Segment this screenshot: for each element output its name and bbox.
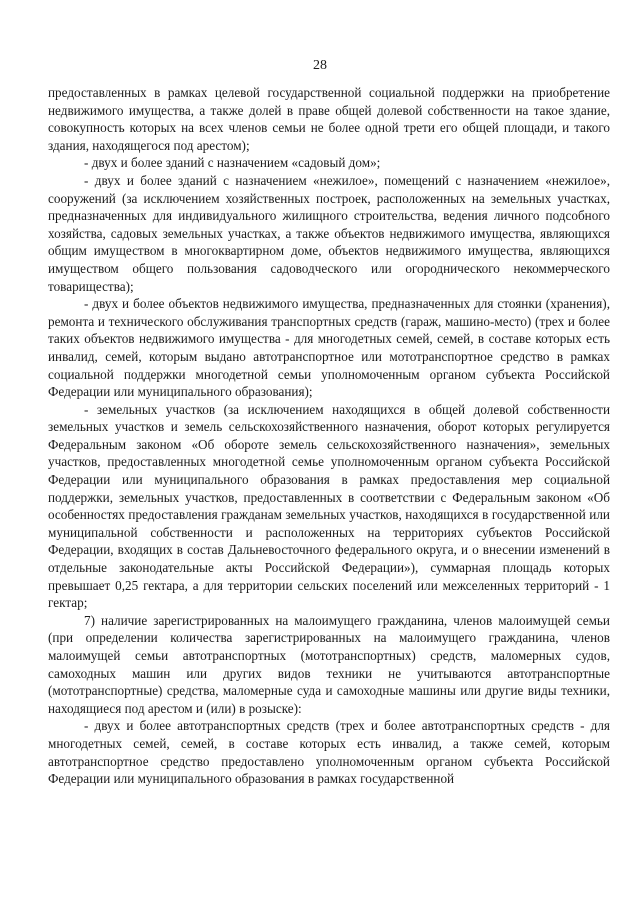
document-body xyxy=(48,84,610,788)
paragraph-nonresidential-buildings: - двух и более зданий с назначением «нежилое», помещений с назначением «нежилое», сооружений (за исключением хозяйственных построек, расположенных на земельных участках, предназначенных для индивидуального жилищного строительства, ведения личного подсобного хозяйства, садовых земельных участках, а также объектов недвижимого имущества, являющихся общим имуществом в многоквартирном доме, объектов недвижимого имущества, являющихся имуществом общего пользования садоводческого или огороднического некоммерческого товарищества); xyxy=(48,172,610,294)
paragraph-garden-houses: - двух и более зданий с назначением «садовый дом»; xyxy=(84,155,381,171)
paragraph-item-7: 7) наличие зарегистрированных на малоимущего гражданина, членов малоимущей семьи (при определении количества зарегистрированных на малоимущего гражданина, членов малоимущей семьи автотранспортных (мототранспортных) средств, маломерных судов, самоходных машин или других видов техники не учитываются автотранспортные (мототранспортные) средства, маломерные суда и самоходные машины или другие виды техники, находящиеся под арестом и (или) в розыске): xyxy=(48,612,610,716)
paragraph-land-plots: - земельных участков (за исключением находящихся в общей долевой собственности земельных участков и земель сельскохозяйственного назначения, оборот которых регулируется Федеральным законом «Об обороте земель сельскохозяйственного назначения», земельных участков, предоставленных многодетной семье уполномоченным органом субъекта Российской Федерации или муниципального образования в рамках предоставления мер социальной поддержки, земельных участков, предоставленных в соответствии с Федеральным законом «Об особенностях предоставления гражданам земельных участков, находящихся в государственной или муниципальной собственности и расположенных на территориях субъектов Российской Федерации, входящих в состав Дальневосточного федерального округа, и о внесении изменений в отдельные законодательные акты Российской Федерации»), суммарная площадь которых превышает 0,25 гектара, а для территории сельских поселений или межселенных территорий - 1 гектар; xyxy=(48,401,610,611)
page-number: 28 xyxy=(313,58,327,73)
paragraph-vehicles: - двух и более автотранспортных средств (трех и более автотранспортных средств - для многодетных семей, семей, в составе которых есть инвалид, а также семей, которым автотранспортное средство предоставлено уполномоченным органом субъекта Российской Федерации или муниципального образования в рамках государственной xyxy=(48,718,610,787)
paragraph-garages: - двух и более объектов недвижимого имущества, предназначенных для стоянки (хранения), ремонта и технического обслуживания транспортных средств (гараж, машино-место) (трех и более таких объектов недвижимого имущества - для многодетных семей, семей, в составе которых есть инвалид, семей, которым выдано автотранспортное или мототранспортное средство в рамках социальной поддержки многодетной семьи уполномоченным органом субъекта Российской Федерации или муниципального образования); xyxy=(48,296,610,400)
paragraph-continuation: предоставленных в рамках целевой государственной социальной поддержки на приобретение недвижимого имущества, а также долей в праве общей долевой собственности на такое здание, совокупность которых на всех членов семьи не более одной трети его общей площади, и такого здания, находящегося под арестом); xyxy=(48,85,610,153)
